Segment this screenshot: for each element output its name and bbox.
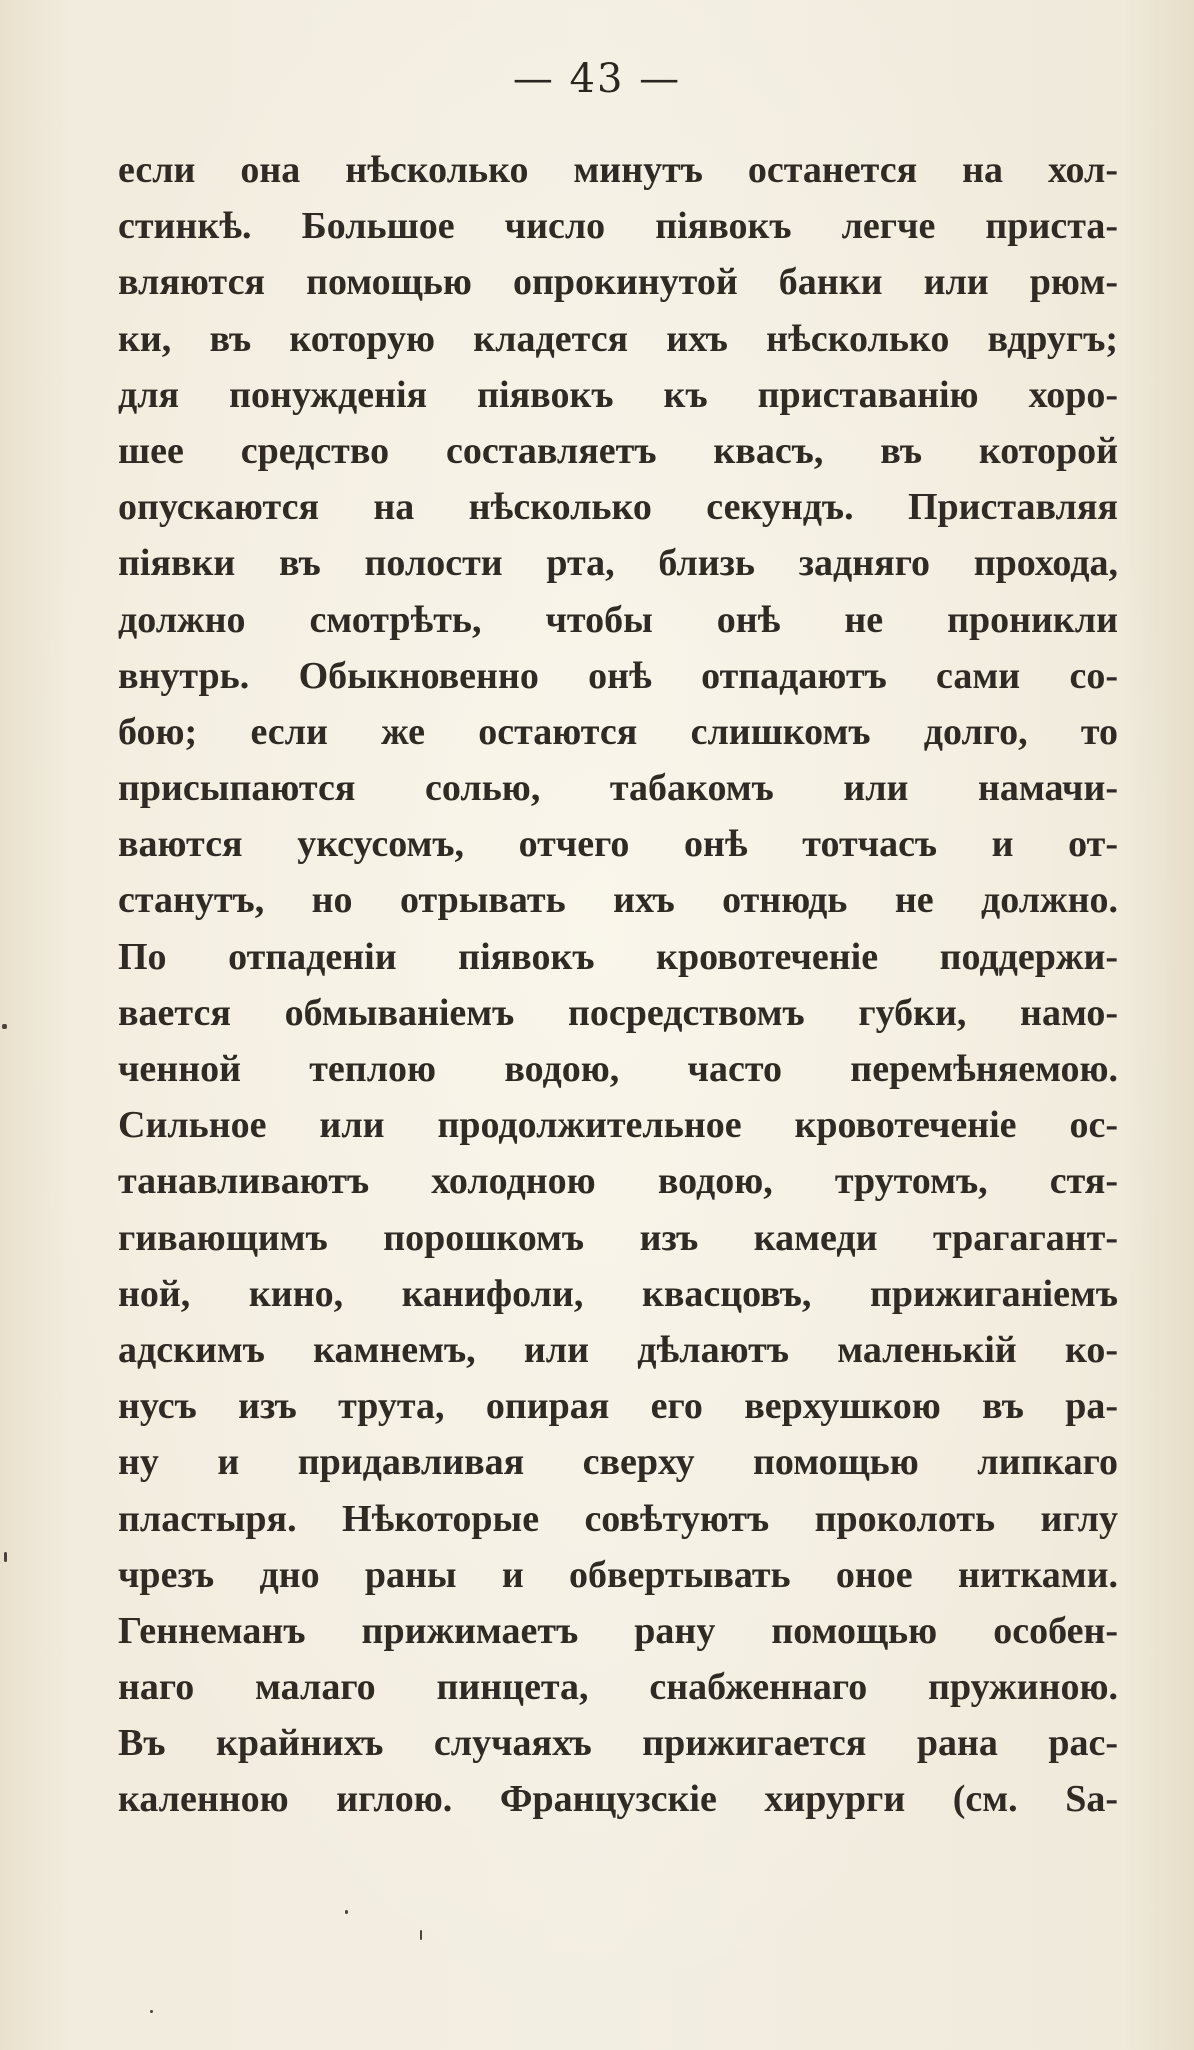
- print-speck: [150, 2010, 153, 2013]
- text-line: ну и придавливая сверху помощью липкаго: [118, 1441, 1118, 1484]
- text-line: Въ крайнихъ случаяхъ прижигается рана рас-: [118, 1722, 1118, 1765]
- text-line: присыпаются солью, табакомъ или намачи-: [118, 767, 1118, 810]
- text-line: нусъ изъ трута, опирая его верхушкою въ ра-: [118, 1385, 1118, 1428]
- text-line: внутрь. Обыкновенно онѣ отпадаютъ сами со-: [118, 654, 1118, 697]
- print-speck: [4, 1552, 7, 1562]
- page-number: — 43 —: [512, 56, 682, 102]
- text-line: ной, кино, канифоли, квасцовъ, прижиганіемъ: [118, 1272, 1118, 1315]
- text-line: станутъ, но отрывать ихъ отнюдь не должно.: [118, 879, 1118, 922]
- text-line: для понужденія піявокъ къ приставанію хоро-: [118, 373, 1118, 416]
- text-line: стинкѣ. Большое число піявокъ легче приста-: [118, 205, 1118, 248]
- text-line: гивающимъ порошкомъ изъ камеди трагагант-: [118, 1216, 1118, 1259]
- text-line: опускаются на нѣсколько секундъ. Приставляя: [118, 486, 1118, 529]
- text-line: шее средство составляетъ квасъ, въ которой: [118, 429, 1118, 472]
- body-text: [118, 142, 1118, 1828]
- text-line: ченной теплою водою, часто перемѣняемою.: [118, 1048, 1118, 1090]
- text-line: адскимъ камнемъ, или дѣлаютъ маленькій ко-: [118, 1328, 1118, 1371]
- text-line: Геннеманъ прижимаетъ рану помощью особен-: [118, 1609, 1118, 1652]
- text-line: піявки въ полости рта, близь задняго прохода,: [118, 542, 1118, 585]
- text-line: ки, въ которую кладется ихъ нѣсколько вдругъ;: [118, 317, 1118, 360]
- text-line: ваются уксусомъ, отчего онѣ тотчасъ и от-: [118, 823, 1118, 866]
- text-line: Сильное или продолжительное кровотеченіе ос-: [118, 1104, 1118, 1147]
- print-speck: [420, 1930, 422, 1940]
- text-line: По отпаденіи піявокъ кровотеченіе поддержи-: [118, 935, 1118, 978]
- text-line: наго малаго пинцета, снабженнаго пружиною.: [118, 1666, 1118, 1709]
- print-speck: [2, 1024, 7, 1029]
- text-line: вляются помощью опрокинутой банки или рюм-: [118, 261, 1118, 304]
- text-line: танавливаютъ холодною водою, трутомъ, стя-: [118, 1160, 1118, 1203]
- text-line: чрезъ дно раны и обвертывать оное нитками.: [118, 1553, 1118, 1596]
- text-line: каленною иглою. Французскіе хирурги (см. Sa-: [118, 1778, 1118, 1821]
- text-line: должно смотрѣть, чтобы онѣ не проникли: [118, 598, 1118, 641]
- text-line: пластыря. Нѣкоторые совѣтуютъ проколоть иглу: [118, 1497, 1118, 1540]
- text-line: если она нѣсколько минутъ останется на хол-: [118, 149, 1118, 191]
- print-speck: [345, 1910, 348, 1914]
- text-line: бою; если же остаются слишкомъ долго, то: [118, 710, 1118, 753]
- text-line: вается обмываніемъ посредствомъ губки, намо-: [118, 991, 1118, 1034]
